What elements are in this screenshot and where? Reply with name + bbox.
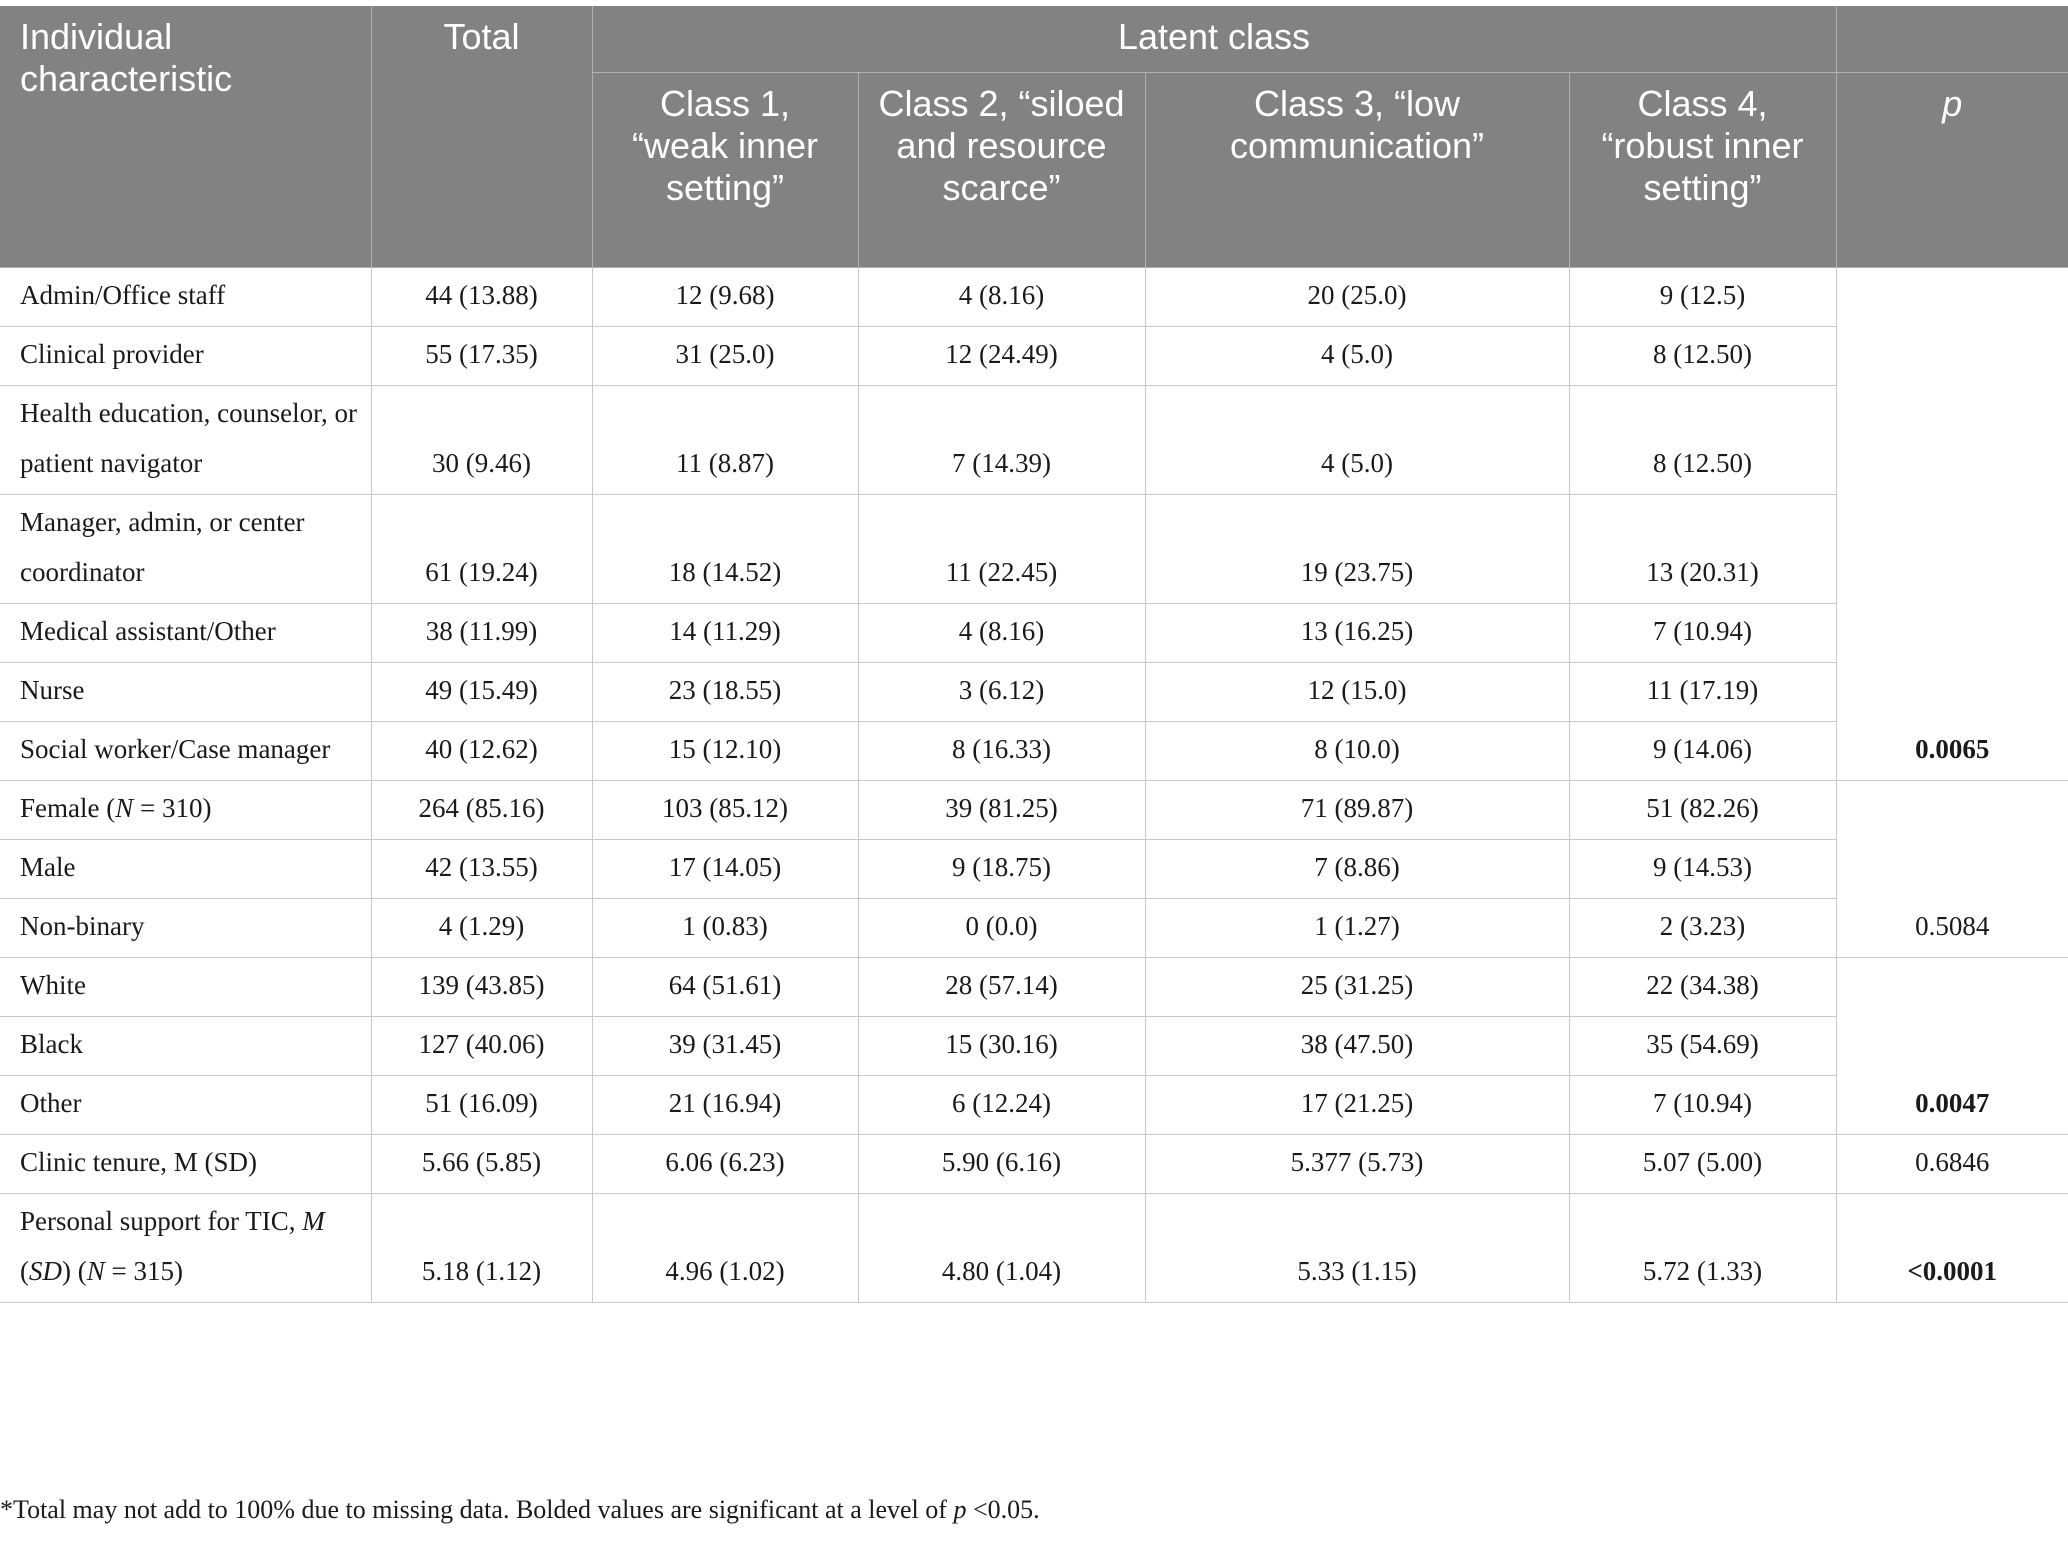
cell-class2: 15 (30.16) — [858, 1017, 1145, 1076]
cell-total: 264 (85.16) — [371, 781, 592, 840]
row-label-part: ) ( — [62, 1256, 87, 1286]
p-value-tenure: 0.6846 — [1836, 1135, 2068, 1194]
cell-class2: 4 (8.16) — [858, 268, 1145, 327]
cell-class2: 5.90 (6.16) — [858, 1135, 1145, 1194]
cell-class3: 12 (15.0) — [1145, 663, 1569, 722]
row-label-m: M — [302, 1206, 325, 1236]
header-characteristic: Individual characteristic — [0, 6, 371, 268]
cell-class1: 23 (18.55) — [592, 663, 858, 722]
table-row — [0, 1194, 2068, 1303]
row-label: Nurse — [0, 663, 371, 722]
row-label: Clinic tenure, M (SD) — [0, 1135, 371, 1194]
table-row — [0, 840, 2068, 899]
cell-class3: 1 (1.27) — [1145, 899, 1569, 958]
p-value-occupation: 0.0065 — [1836, 268, 2068, 781]
cell-class2: 4.80 (1.04) — [858, 1194, 1145, 1303]
cell-class3: 19 (23.75) — [1145, 495, 1569, 604]
table-row — [0, 722, 2068, 781]
cell-class3: 4 (5.0) — [1145, 386, 1569, 495]
cell-total: 55 (17.35) — [371, 327, 592, 386]
table-row — [0, 495, 2068, 604]
row-label: White — [0, 958, 371, 1017]
cell-class2: 8 (16.33) — [858, 722, 1145, 781]
cell-class4: 7 (10.94) — [1569, 604, 1836, 663]
cell-class4: 9 (14.06) — [1569, 722, 1836, 781]
cell-class1: 21 (16.94) — [592, 1076, 858, 1135]
row-label: Black — [0, 1017, 371, 1076]
row-label-n: N — [86, 1256, 105, 1286]
row-label-sd: SD — [29, 1256, 62, 1286]
cell-class4: 9 (12.5) — [1569, 268, 1836, 327]
row-label-part: Female ( — [20, 793, 116, 823]
cell-class3: 8 (10.0) — [1145, 722, 1569, 781]
cell-total: 51 (16.09) — [371, 1076, 592, 1135]
cell-class2: 6 (12.24) — [858, 1076, 1145, 1135]
cell-class4: 22 (34.38) — [1569, 958, 1836, 1017]
cell-class4: 9 (14.53) — [1569, 840, 1836, 899]
cell-class2: 7 (14.39) — [858, 386, 1145, 495]
table-row — [0, 268, 2068, 327]
footnote-text-end: <0.05. — [966, 1495, 1040, 1524]
cell-class3: 5.377 (5.73) — [1145, 1135, 1569, 1194]
cell-class1: 64 (51.61) — [592, 958, 858, 1017]
cell-class2: 28 (57.14) — [858, 958, 1145, 1017]
cell-total: 139 (43.85) — [371, 958, 592, 1017]
cell-class1: 14 (11.29) — [592, 604, 858, 663]
header-total: Total — [371, 6, 592, 268]
cell-class4: 13 (20.31) — [1569, 495, 1836, 604]
cell-class4: 11 (17.19) — [1569, 663, 1836, 722]
cell-class4: 2 (3.23) — [1569, 899, 1836, 958]
table-row — [0, 386, 2068, 495]
cell-class1: 6.06 (6.23) — [592, 1135, 858, 1194]
table-row — [0, 604, 2068, 663]
row-label: Clinical provider — [0, 327, 371, 386]
row-label: Medical assistant/Other — [0, 604, 371, 663]
cell-total: 44 (13.88) — [371, 268, 592, 327]
cell-class1: 11 (8.87) — [592, 386, 858, 495]
cell-class3: 13 (16.25) — [1145, 604, 1569, 663]
cell-total: 42 (13.55) — [371, 840, 592, 899]
cell-total: 4 (1.29) — [371, 899, 592, 958]
cell-class2: 12 (24.49) — [858, 327, 1145, 386]
row-label: Manager, admin, or center coordinator — [0, 495, 371, 604]
row-label: Health education, counselor, or patient navigator — [0, 386, 371, 495]
cell-class3: 38 (47.50) — [1145, 1017, 1569, 1076]
cell-class1: 17 (14.05) — [592, 840, 858, 899]
cell-total: 61 (19.24) — [371, 495, 592, 604]
header-class3: Class 3, “low communication” — [1145, 73, 1569, 268]
table-footnote — [0, 1495, 1040, 1525]
cell-class2: 9 (18.75) — [858, 840, 1145, 899]
cell-class4: 5.72 (1.33) — [1569, 1194, 1836, 1303]
table-row — [0, 899, 2068, 958]
table-row — [0, 1017, 2068, 1076]
row-label — [0, 781, 371, 840]
header-class4: Class 4, “robust inner setting” — [1569, 73, 1836, 268]
row-label: Non-binary — [0, 899, 371, 958]
cell-class3: 20 (25.0) — [1145, 268, 1569, 327]
table-row — [0, 1135, 2068, 1194]
p-value-support: <0.0001 — [1836, 1194, 2068, 1303]
row-label-part: Personal support for TIC, — [20, 1206, 303, 1236]
cell-class4: 5.07 (5.00) — [1569, 1135, 1836, 1194]
cell-class4: 8 (12.50) — [1569, 386, 1836, 495]
cell-class3: 17 (21.25) — [1145, 1076, 1569, 1135]
cell-total: 127 (40.06) — [371, 1017, 592, 1076]
cell-class1: 31 (25.0) — [592, 327, 858, 386]
row-label: Male — [0, 840, 371, 899]
cell-total: 5.66 (5.85) — [371, 1135, 592, 1194]
cell-total: 38 (11.99) — [371, 604, 592, 663]
row-label: Admin/Office staff — [0, 268, 371, 327]
cell-class3: 25 (31.25) — [1145, 958, 1569, 1017]
table-row — [0, 327, 2068, 386]
cell-class1: 1 (0.83) — [592, 899, 858, 958]
row-label: Social worker/Case manager — [0, 722, 371, 781]
cell-class3: 4 (5.0) — [1145, 327, 1569, 386]
cell-class4: 7 (10.94) — [1569, 1076, 1836, 1135]
results-table — [0, 6, 2068, 1303]
table-row — [0, 663, 2068, 722]
cell-class1: 103 (85.12) — [592, 781, 858, 840]
row-label-part: = 315) — [104, 1256, 183, 1286]
row-label — [0, 1194, 371, 1303]
header-class2: Class 2, “siloed and resource scarce” — [858, 73, 1145, 268]
table-row — [0, 781, 2068, 840]
cell-class1: 15 (12.10) — [592, 722, 858, 781]
cell-class1: 12 (9.68) — [592, 268, 858, 327]
cell-total: 30 (9.46) — [371, 386, 592, 495]
row-label-part: ( — [20, 1256, 29, 1286]
header-p-top — [1836, 6, 2068, 73]
p-value-gender: 0.5084 — [1836, 781, 2068, 958]
cell-class2: 11 (22.45) — [858, 495, 1145, 604]
p-value-race: 0.0047 — [1836, 958, 2068, 1135]
table-row — [0, 1076, 2068, 1135]
header-p: p — [1836, 73, 2068, 268]
cell-class3: 7 (8.86) — [1145, 840, 1569, 899]
footnote-p: p — [953, 1495, 967, 1524]
cell-total: 40 (12.62) — [371, 722, 592, 781]
cell-class4: 35 (54.69) — [1569, 1017, 1836, 1076]
cell-class3: 71 (89.87) — [1145, 781, 1569, 840]
row-label-part: = 310) — [133, 793, 212, 823]
cell-class2: 39 (81.25) — [858, 781, 1145, 840]
cell-class1: 4.96 (1.02) — [592, 1194, 858, 1303]
cell-class2: 3 (6.12) — [858, 663, 1145, 722]
footnote-text: *Total may not add to 100% due to missing data. Bolded values are significant at a level of — [0, 1495, 954, 1524]
cell-total: 5.18 (1.12) — [371, 1194, 592, 1303]
cell-class3: 5.33 (1.15) — [1145, 1194, 1569, 1303]
header-latent-class: Latent class — [592, 6, 1836, 73]
cell-class2: 4 (8.16) — [858, 604, 1145, 663]
row-label-n: N — [115, 793, 134, 823]
cell-class4: 8 (12.50) — [1569, 327, 1836, 386]
cell-class1: 18 (14.52) — [592, 495, 858, 604]
cell-class4: 51 (82.26) — [1569, 781, 1836, 840]
header-class1: Class 1, “weak inner setting” — [592, 73, 858, 268]
cell-total: 49 (15.49) — [371, 663, 592, 722]
table-row — [0, 958, 2068, 1017]
cell-class1: 39 (31.45) — [592, 1017, 858, 1076]
cell-class2: 0 (0.0) — [858, 899, 1145, 958]
row-label: Other — [0, 1076, 371, 1135]
